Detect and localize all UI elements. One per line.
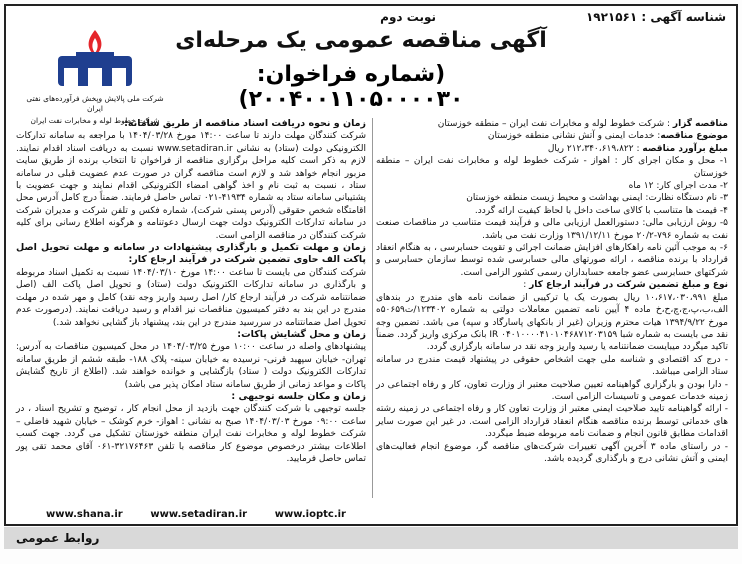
right-paragraph: [376, 205, 728, 217]
website-shana[interactable]: www.shana.ir: [46, 509, 123, 520]
section-heading: زمان و مکان جلسه توجیهی :: [231, 390, 366, 402]
right-paragraph: [376, 292, 728, 354]
right-paragraph-text: - درج کد اقتصادی و شناسه ملی جهت اشخاص حقوقی در پیشنهاد قیمت مندرج در سامانه ستاد الزامی میباشد.: [376, 354, 728, 378]
right-paragraph-text: ۶- به موجب آئین نامه راهکارهای افزایش ضمانت اجرائی و تقویت حسابرسی ، به هنگام انعقاد قرارداد با برنده مناقصه ، ارائه صورتهای مالی حسابرسی شده توسط سازمان حسابرسی و شرکتهای حسابرسی عضو جامعه حسابداران رسمی کشور الزامی است.: [376, 243, 728, 278]
right-paragraph: [376, 130, 728, 142]
section-text: پیشنهادهای واصله در ساعت ۱۰:۰۰ مورخ ۱۴۰۴/۰۳/۲۵ در محل کمیسیون مناقصات به آدرس: تهران- خیابان سپهبد قرنی- نرسیده به خیابان سینه- پلاک ۱۸۸- طبقه ششم از طریق سامانه تدارکات الکترونیک دولت ( ستاد) بازگشایی و خوانده خواهند شد. (اطلاع از تاریخ گشایش پاکات و مواعد زمانی از طریق سامانه ستاد امکان پذیر می باشد): [16, 342, 366, 390]
right-paragraph-text: ۵- روش ارزیابی مالی: دستورالعمل ارزیابی مالی و فرآیند قیمت متناسب در مناقصات صنعت نفت به شماره ۷۹۶-۲۰/۲ مورخ ۱۳۹۱/۱۲/۱۱ وزارت نفت می باشد.: [376, 218, 728, 241]
right-paragraph-text: : ۲۱۲،۳۴۰،۶۱۹،۸۲۲ ریال: [547, 143, 643, 154]
header-bar: [6, 6, 736, 28]
right-paragraph: [376, 143, 728, 155]
section-text: شرکت کنندگان می بایست تا ساعت ۱۴:۰۰ مورخ ۱۴۰۴/۰۳/۱۰ نسبت به تکمیل اسناد مربوطه و بارگذاری در سامانه تدارکات الکترونیک دولت (ستاد) و تحویل اصل پاکت الف (اصل ضمانتنامه شرکت در فرآیند ارجاع کار/ اصل رسید واریز وجه نقد) کامل و مهر شده در مهلت مندرج در این بند به دفتر کمیسیون مناقصات نیز اقدام و رسید دریافت نمایند. (درصورت عدم تحویل اصل ضمانتنامه در سررسید مندرج در این بند، پیشنهاد باز گشایی نخواهد شد.): [16, 267, 366, 328]
turn-label: نوبت دوم: [380, 10, 436, 24]
right-paragraph: [376, 242, 728, 279]
website-ioptc[interactable]: www.ioptc.ir: [274, 509, 346, 520]
public-relations-label: روابط عمومی: [16, 531, 100, 545]
website-setadiran[interactable]: www.setadiran.ir: [150, 509, 248, 520]
right-paragraph-text: :: [523, 280, 530, 291]
right-paragraph-label: نوع و مبلغ تضمین شرکت در فرآیند ارجاع کار: [529, 280, 728, 291]
right-column: [376, 118, 728, 465]
left-column: [16, 118, 366, 465]
logo-caption-1: شرکت ملی پالایش وپخش فرآورده‌های نفتی ایران: [26, 94, 164, 113]
right-paragraph-label: موضوع مناقصه: [660, 131, 728, 142]
right-paragraph-text: ۴- قیمت ها متناسب با کالای ساخت داخل با لحاظ کیفیت ارائه گردد.: [474, 205, 728, 216]
section-heading: زمان و محل گشایش پاکات:: [237, 328, 366, 340]
nioc-logo-icon: [50, 26, 140, 88]
section-text: جلسه توجیهی با شرکت کنندگان جهت بازدید از محل انجام کار ، توضیح و تشریح اسناد ، در ساعت ۰۹:۰۰ مورخ ۱۴۰۴/۰۳/۰۳ صبح به نشانی : اهواز- خرم کوشک – خیابان شهید فاضلی – شرکت خطوط لوله و مخابرات نفت ایران منطقه خوزستان تشکیل می گردد. جهت کسب اطلاعات بیشتر درخصوص موضوع کار مناقصه با تلفن ۳۲۱۷۶۴۶۳-۰۶۱ آقای محمد تقی پور تماس حاصل فرمایید.: [16, 404, 366, 464]
logo-caption-2: شرکت خطوط لوله و مخابرات نفت ایران: [30, 116, 160, 125]
notice-title: آگهی مناقصه عمومی یک مرحله‌ای: [175, 28, 547, 53]
right-paragraph: [376, 279, 728, 291]
right-paragraph-label: مبلغ برآورد مناقصه: [642, 143, 728, 154]
websites: [46, 509, 346, 520]
right-paragraph: [376, 354, 728, 379]
right-paragraph-text: ۱- محل و مکان اجرای کار : اهواز - شرکت خطوط لوله و مخابرات نفت ایران – منطقه خوزستان: [376, 156, 728, 179]
right-paragraph-text: - در راستای ماده ۳ آخرین آگهی تغییرات شرکت‌های مناقصه گر، موضوع انجام فعالیت‌های ایمنی و آتش نشانی درج و بارگذاری گردیده باشد.: [376, 441, 728, 464]
right-paragraph-text: مبلغ ۱۰،۶۱۷،۰۳۰،۹۹۱ ریال بصورت یک یا ترکیبی از ضمانت نامه های مندرج در بندهای الف،ب،پ،ج،چ،ح،خ ماده ۴ آیین نامه تضمین معاملات دولتی به شماره ۱۲۳۴۰۲/ت۵۰۶۵۹ه مورخ ۱۳۹۴/۹/۲۲ هیات محترم وزیران (غیر از بانکهای پاسارگاد و سپه) می باشد. تضمین وجه نقد می بایست به شماره شبا IR ۰۴۰۱۰۰۰۰۴۱۰۱۰۴۶۸۷۱۲۰۳۱۵۹ بانک مرکزی واریز گردد. ضمناً تاکید میگردد میبایست ضمانتنامه یا رسید واریز وجه نقد در سامانه بارگزاری گردد.: [376, 292, 728, 353]
right-paragraph: [376, 192, 728, 204]
right-paragraph-text: ۲- مدت اجرای کار: ۱۲ ماه: [628, 181, 728, 192]
column-divider: [372, 118, 373, 498]
section-text: شرکت کنندگان مهلت دارند تا ساعت ۱۴:۰۰ مورخ ۱۴۰۴/۰۳/۲۸ با مراجعه به سامانه تدارکات الکترونیکی دولت (ستاد) به نشانی www.setadiran.ir نسبت به دریافت اسناد اقدام نمایند. لازم به ذکر است کلیه مراحل برگزاری مناقصه از فراخوان تا انتخاب برنده از طریق سایت مزبور انجام خواهد شد و لازم است مناقصه گران در صورت عدم عضویت قبلی در سامانه ستاد ، نسبت به ثبت نام و اخذ گواهی امضاء الکترونیکی اقدام نمایند و جهت عضویت با پشتیبانی سامانه ستاد به شماره ۴۱۹۳۴-۰۲۱ تماس حاصل فرمایند. ضمناً درج کامل آدرس محل اقامتگاه شخص حقوقی (آدرس پستی شرکت)، شماره فکس و تلفن شرکت و مدیران شرکت در سامانه تدارکات الکترونیک دولت جهت ارسال دعوتنامه و هرگونه اطلاع رسانی برای کلیه شرکت کنندگان در مناقصه الزامی است.: [16, 131, 367, 241]
right-paragraph-text: - دارا بودن و بارگزاری گواهینامه تعیین صلاحیت معتبر از وزارت تعاون، کار و رفاه اجتماعی در زمینه خدمات عمومی و تاسیسات الزامی است.: [376, 379, 728, 402]
right-paragraph: [376, 403, 728, 440]
section-heading: زمان و نحوه دریافت اسناد مناقصه از طریق سامانه:: [124, 118, 366, 129]
right-paragraph: [376, 155, 728, 180]
right-paragraph: [376, 180, 728, 192]
notice-number: شناسه آگهی : ۱۹۲۱۵۶۱: [585, 10, 726, 24]
right-paragraph: [376, 118, 728, 130]
right-paragraph-text: : شرکت خطوط لوله و مخابرات نفت ایران – منطقه خوزستان: [437, 119, 673, 129]
right-paragraph-text: : خدمات ایمنی و آتش نشانی منطقه خوزستان: [487, 131, 661, 142]
company-logo: [20, 26, 170, 126]
section-heading: زمان و مهلت تکمیل و بارگذاری پیشنهادات در سامانه و مهلت تحویل اصل پاکت الف حاوی تضمین شرکت در فرآیند ارجاع کار:: [16, 242, 366, 266]
footer-bar: [4, 527, 738, 549]
right-paragraph-label: مناقصه گزار: [672, 119, 728, 129]
right-paragraph-text: - ارائه گواهینامه تایید صلاحیت ایمنی معتبر از وزارت تعاون کار و رفاه اجتماعی در زمینه رشته های خدماتی توسط برنده مناقصه هنگام انعقاد قرارداد الزامی است. در غیر این صورت سایر اقدامات مطابق قانون انجام و ضمانت نامه مربوطه ضبط میگردد.: [376, 404, 728, 440]
right-paragraph: [376, 217, 728, 242]
call-number: (شماره فراخوان: ۲۰۰۴۰۰۱۱۰۵۰۰۰۰۳۰): [238, 62, 464, 112]
right-paragraph: [376, 441, 728, 466]
right-paragraph-text: ۳- نام دستگاه نظارت: ایمنی بهداشت و محیط زیست منطقه خوزستان: [466, 193, 728, 204]
right-paragraph: [376, 379, 728, 404]
notice-frame: [4, 4, 738, 526]
